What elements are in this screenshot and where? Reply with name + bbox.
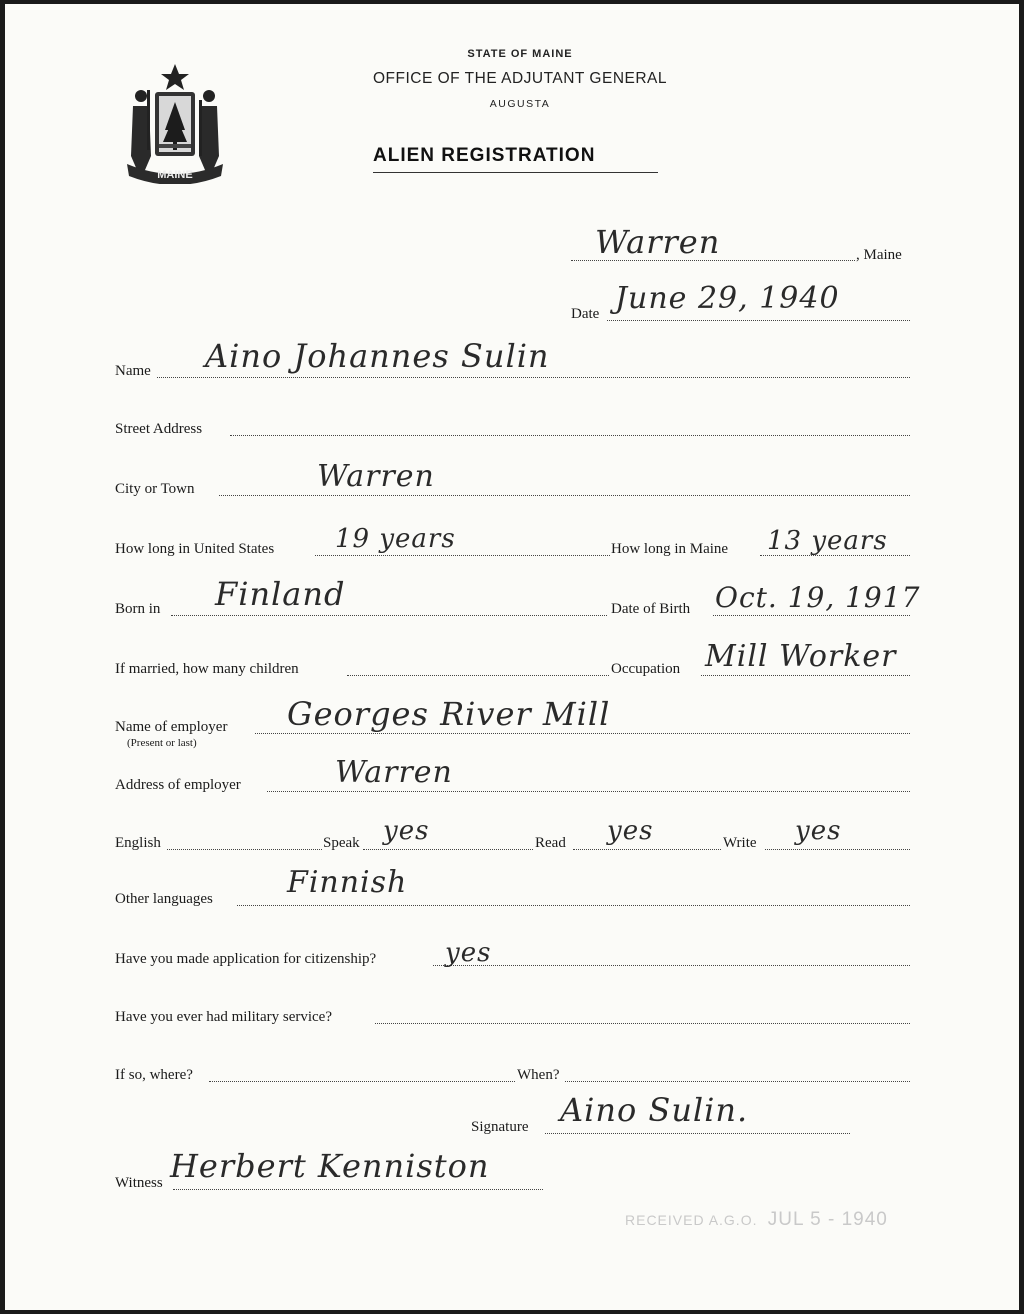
date-label: Date: [571, 306, 600, 322]
name-label: Name: [115, 363, 151, 379]
write-value: yes: [795, 816, 842, 846]
office-heading: OFFICE OF THE ADJUTANT GENERAL: [372, 70, 668, 87]
read-value: yes: [607, 816, 654, 846]
stamp-label: RECEIVED A.G.O.: [625, 1212, 758, 1228]
read-label: Read: [535, 835, 566, 851]
years-maine-value: 13 years: [767, 526, 888, 556]
born-label: Born in: [115, 601, 161, 617]
received-stamp: [625, 1209, 888, 1231]
place-suffix: , Maine: [856, 247, 902, 263]
speak-label: Speak: [323, 835, 360, 851]
other-languages-line: [237, 905, 910, 906]
other-languages-label: Other languages: [115, 891, 213, 907]
occupation-value: Mill Worker: [705, 639, 897, 674]
citizenship-line: [433, 965, 910, 966]
date-line: [607, 320, 910, 321]
city-label: City or Town: [115, 481, 195, 497]
street-label: Street Address: [115, 421, 203, 437]
military-label: Have you ever had military service?: [115, 1009, 332, 1025]
date-value: June 29, 1940: [615, 281, 840, 316]
state-seal-icon: [123, 60, 227, 184]
signature-line: [545, 1133, 850, 1134]
place-value: Warren: [595, 223, 721, 261]
write-line: [765, 849, 910, 850]
witness-line: [173, 1189, 543, 1190]
occupation-label: Occupation: [611, 661, 681, 677]
military-line: [375, 1023, 910, 1024]
occupation-line: [701, 675, 910, 676]
english-line: [167, 849, 322, 850]
title-underline: [373, 172, 658, 173]
employer-address-line: [267, 791, 910, 792]
state-heading: STATE OF MAINE: [467, 48, 573, 60]
employer-address-label: Address of employer: [115, 777, 241, 793]
dob-line: [713, 615, 910, 616]
employer-line: [255, 733, 910, 734]
dob-value: Oct. 19, 1917: [715, 581, 921, 614]
children-line: [347, 675, 609, 676]
when-label: When?: [517, 1067, 560, 1083]
citizenship-label: Have you made application for citizenship?: [115, 951, 377, 967]
stamp-date: JUL 5 - 1940: [767, 1209, 888, 1230]
employer-value: Georges River Mill: [287, 695, 611, 733]
english-label: English: [115, 835, 161, 851]
years-us-value: 19 years: [335, 524, 456, 554]
speak-line: [363, 849, 533, 850]
born-value: Finland: [215, 575, 346, 613]
name-value: Aino Johannes Sulin: [205, 337, 550, 375]
registration-form: [5, 4, 1019, 1310]
witness-label: Witness: [115, 1175, 163, 1191]
years-us-line: [315, 555, 610, 556]
years-maine-label: How long in Maine: [611, 541, 729, 557]
employer-label: Name of employer: [115, 719, 228, 735]
form-title: ALIEN REGISTRATION: [373, 145, 596, 166]
read-line: [573, 849, 721, 850]
write-label: Write: [723, 835, 757, 851]
where-line: [209, 1081, 515, 1082]
employer-address-value: Warren: [335, 755, 453, 790]
witness-value: Herbert Kenniston: [170, 1147, 490, 1185]
children-label: If married, how many children: [115, 661, 299, 677]
citizenship-value: yes: [445, 938, 492, 968]
name-line: [157, 377, 910, 378]
born-line: [171, 615, 607, 616]
when-line: [565, 1081, 910, 1082]
years-us-label: How long in United States: [115, 541, 275, 557]
city-line: [219, 495, 910, 496]
svg-text:MAINE: MAINE: [157, 169, 193, 181]
city-heading: AUGUSTA: [489, 98, 551, 110]
signature-label: Signature: [471, 1119, 529, 1135]
employer-note: (Present or last): [127, 737, 197, 749]
street-line: [230, 435, 910, 436]
dob-label: Date of Birth: [611, 601, 691, 617]
signature-value: Aino Sulin.: [560, 1091, 749, 1129]
speak-value: yes: [383, 816, 430, 846]
where-label: If so, where?: [115, 1067, 193, 1083]
other-languages-value: Finnish: [287, 865, 408, 900]
city-value: Warren: [317, 459, 435, 494]
